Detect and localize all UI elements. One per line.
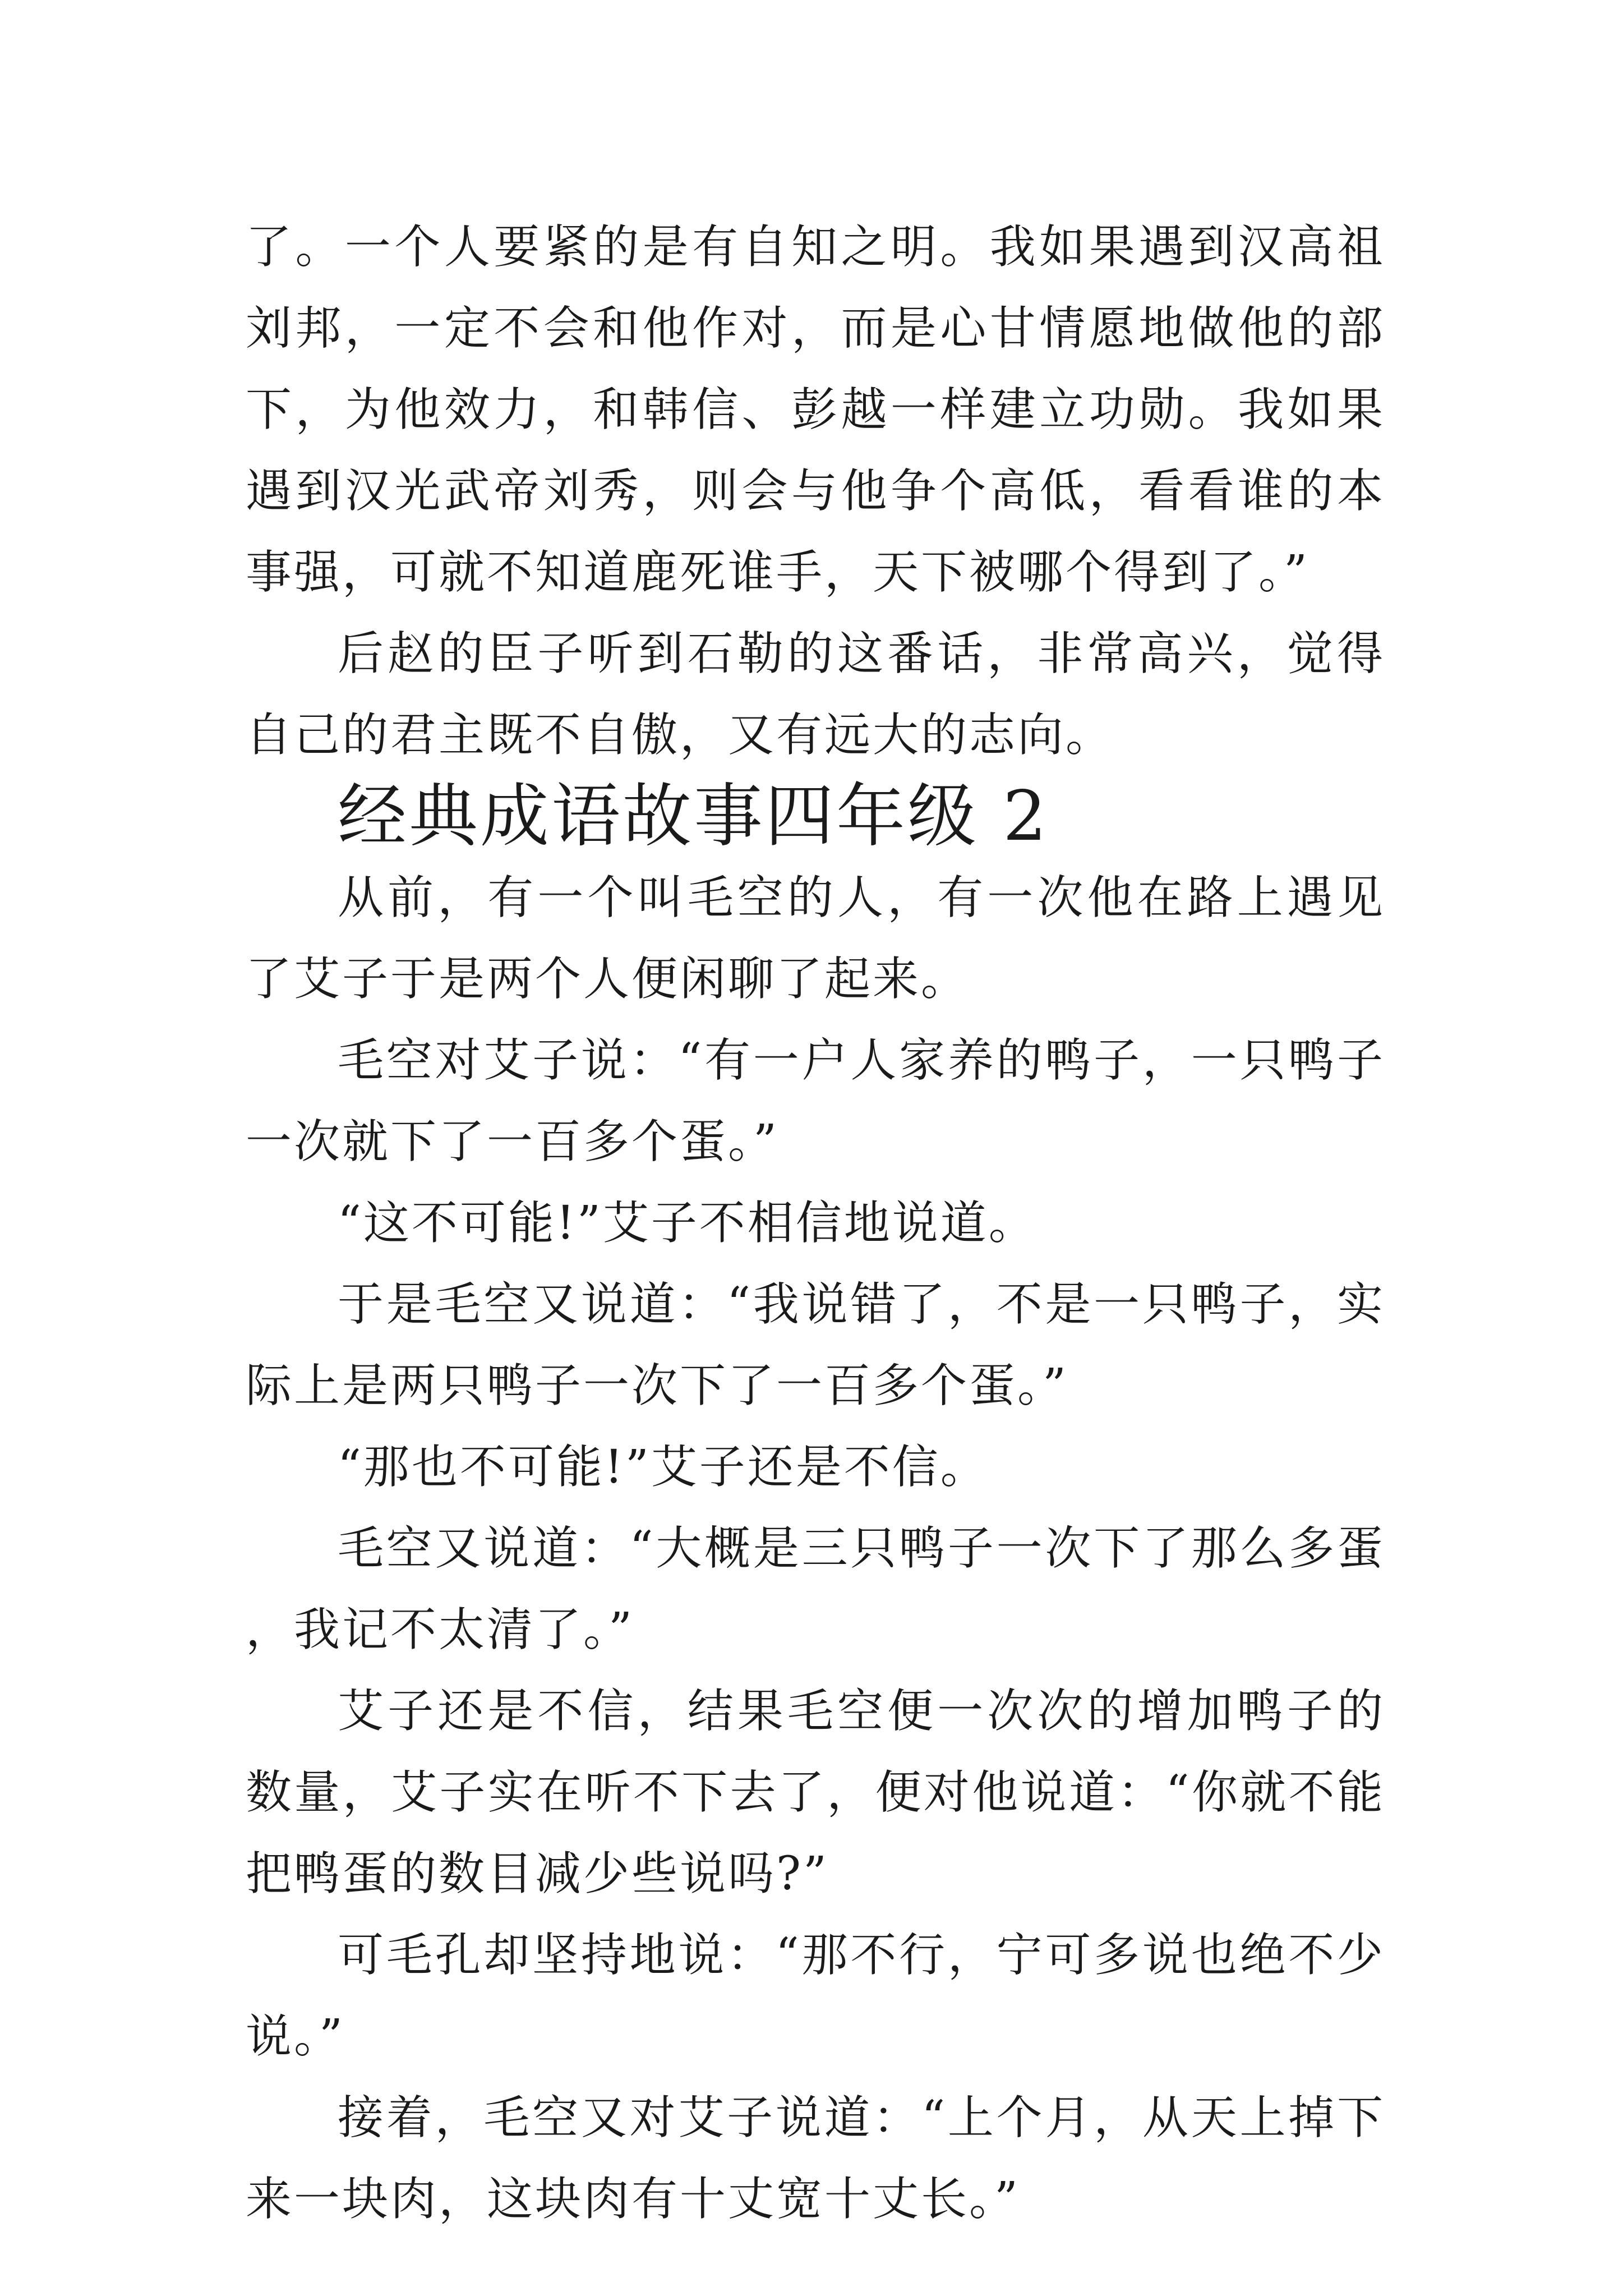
paragraph: “这不可能!”艾子不相信地说道。 [338,1197,1037,1250]
paragraph: 艾子还是不信，结果毛空便一次次的增加鸭子的数量，艾子实在听不下去了，便对他说道：“你就不能把鸭蛋的数目减少些说吗?” [246,1685,1385,1901]
paragraph: 毛空对艾子说：“有一户人家养的鸭子，一只鸭子一次就下了一百多个蛋。” [246,1034,1385,1168]
paragraph: “那也不可能!”艾子还是不信。 [338,1441,989,1494]
paragraph: 毛空又说道：“大概是三只鸭子一次下了那么多蛋，我记不太清了。” [246,1522,1385,1657]
paragraph: 从前，有一个叫毛空的人，有一次他在路上遇见了艾子于是两个人便闲聊了起来。 [246,871,1385,1006]
paragraph-continuation: 了。一个人要紧的是有自知之明。我如果遇到汉高祖刘邦，一定不会和他作对，而是心甘情愿地做他的部下，为他效力，和韩信、彭越一样建立功勋。我如果遇到汉光武帝刘秀，则会与他争个高低，看看谁的本事强，可就不知道鹿死谁手，天下被哪个得到了。” [246,220,1385,599]
section-heading: 经典成语故事四年级 2 [338,776,1049,857]
document-body [246,206,1385,2240]
paragraph: 后赵的臣子听到石勒的这番话，非常高兴，觉得自己的君主既不自傲，又有远大的志向。 [246,627,1385,762]
paragraph: 接着，毛空又对艾子说道：“上个月，从天上掉下来一块肉，这块肉有十丈宽十丈长。” [246,2091,1385,2226]
paragraph: 可毛孔却坚持地说：“那不行，宁可多说也绝不少说。” [246,1929,1385,2063]
paragraph: 于是毛空又说道：“我说错了，不是一只鸭子，实际上是两只鸭子一次下了一百多个蛋。” [246,1278,1385,1412]
